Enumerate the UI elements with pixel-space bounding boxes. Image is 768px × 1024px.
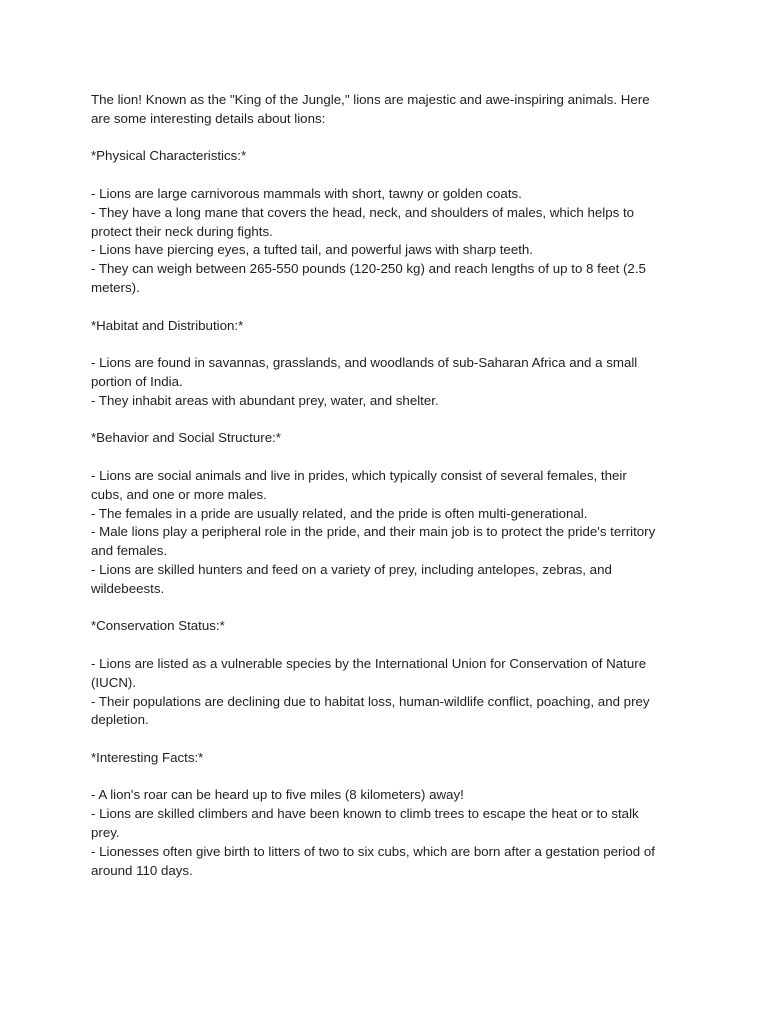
intro-line: are some interesting details about lions: (91, 110, 326, 126)
body-line: cubs, and one or more males. (91, 486, 267, 502)
body-line: (IUCN). (91, 674, 137, 690)
section-heading-behavior (91, 429, 691, 448)
section-heading-conservation (91, 617, 691, 636)
body-line: - A lion's roar can be heard up to five miles (8 kilometers) away! (91, 787, 464, 803)
intro-paragraph (91, 91, 691, 129)
body-line: - Male lions play a peripheral role in the pride, and their main job is to protect the pride's territory (91, 524, 656, 540)
section-heading: *Behavior and Social Structure:* (91, 430, 281, 446)
body-line: - Lions are large carnivorous mammals with short, tawny or golden coats. (91, 185, 522, 201)
section-heading-facts (91, 749, 691, 768)
body-line: wildebeests. (91, 580, 165, 596)
section-body-conservation (91, 655, 691, 730)
body-line: meters). (91, 279, 140, 295)
body-line: and females. (91, 543, 168, 559)
body-line: - Lions are found in savannas, grasslands, and woodlands of sub-Saharan Africa and a small (91, 355, 638, 371)
body-line: portion of India. (91, 373, 183, 389)
body-line: protect their neck during fights. (91, 223, 273, 239)
body-line: - Lions are skilled hunters and feed on a variety of prey, including antelopes, zebras, and (91, 561, 612, 577)
body-line: - The females in a pride are usually related, and the pride is often multi-generational. (91, 505, 588, 521)
section-heading: *Interesting Facts:* (91, 749, 204, 765)
body-line: - Lions are social animals and live in prides, which typically consist of several females, their (91, 467, 627, 483)
body-line: - Lions are skilled climbers and have been known to climb trees to escape the heat or to stalk (91, 806, 639, 822)
section-heading: *Physical Characteristics:* (91, 148, 247, 164)
section-body-physical (91, 185, 691, 298)
body-line: prey. (91, 825, 120, 841)
body-line: depletion. (91, 712, 149, 728)
section-body-habitat (91, 354, 691, 410)
body-line: - Lionesses often give birth to litters of two to six cubs, which are born after a gestation period of (91, 843, 655, 859)
body-line: - They can weigh between 265-550 pounds (120-250 kg) and reach lengths of up to 8 feet (2.5 (91, 261, 646, 277)
body-line: - Their populations are declining due to habitat loss, human-wildlife conflict, poaching, and prey (91, 693, 650, 709)
section-heading: *Habitat and Distribution:* (91, 317, 244, 333)
body-line: - Lions are listed as a vulnerable species by the International Union for Conservation of Nature (91, 655, 647, 671)
section-body-behavior (91, 467, 691, 599)
body-line: - They inhabit areas with abundant prey, water, and shelter. (91, 392, 439, 408)
body-line: around 110 days. (91, 862, 193, 878)
section-heading: *Conservation Status:* (91, 618, 225, 634)
body-line: - Lions have piercing eyes, a tufted tail, and powerful jaws with sharp teeth. (91, 242, 533, 258)
intro-line: The lion! Known as the "King of the Jungle," lions are majestic and awe-inspiring animals. Here (91, 92, 650, 107)
body-line: - They have a long mane that covers the head, neck, and shoulders of males, which helps to (91, 204, 635, 220)
section-heading-habitat (91, 317, 691, 336)
section-heading-physical (91, 147, 691, 166)
section-body-facts (91, 786, 691, 880)
